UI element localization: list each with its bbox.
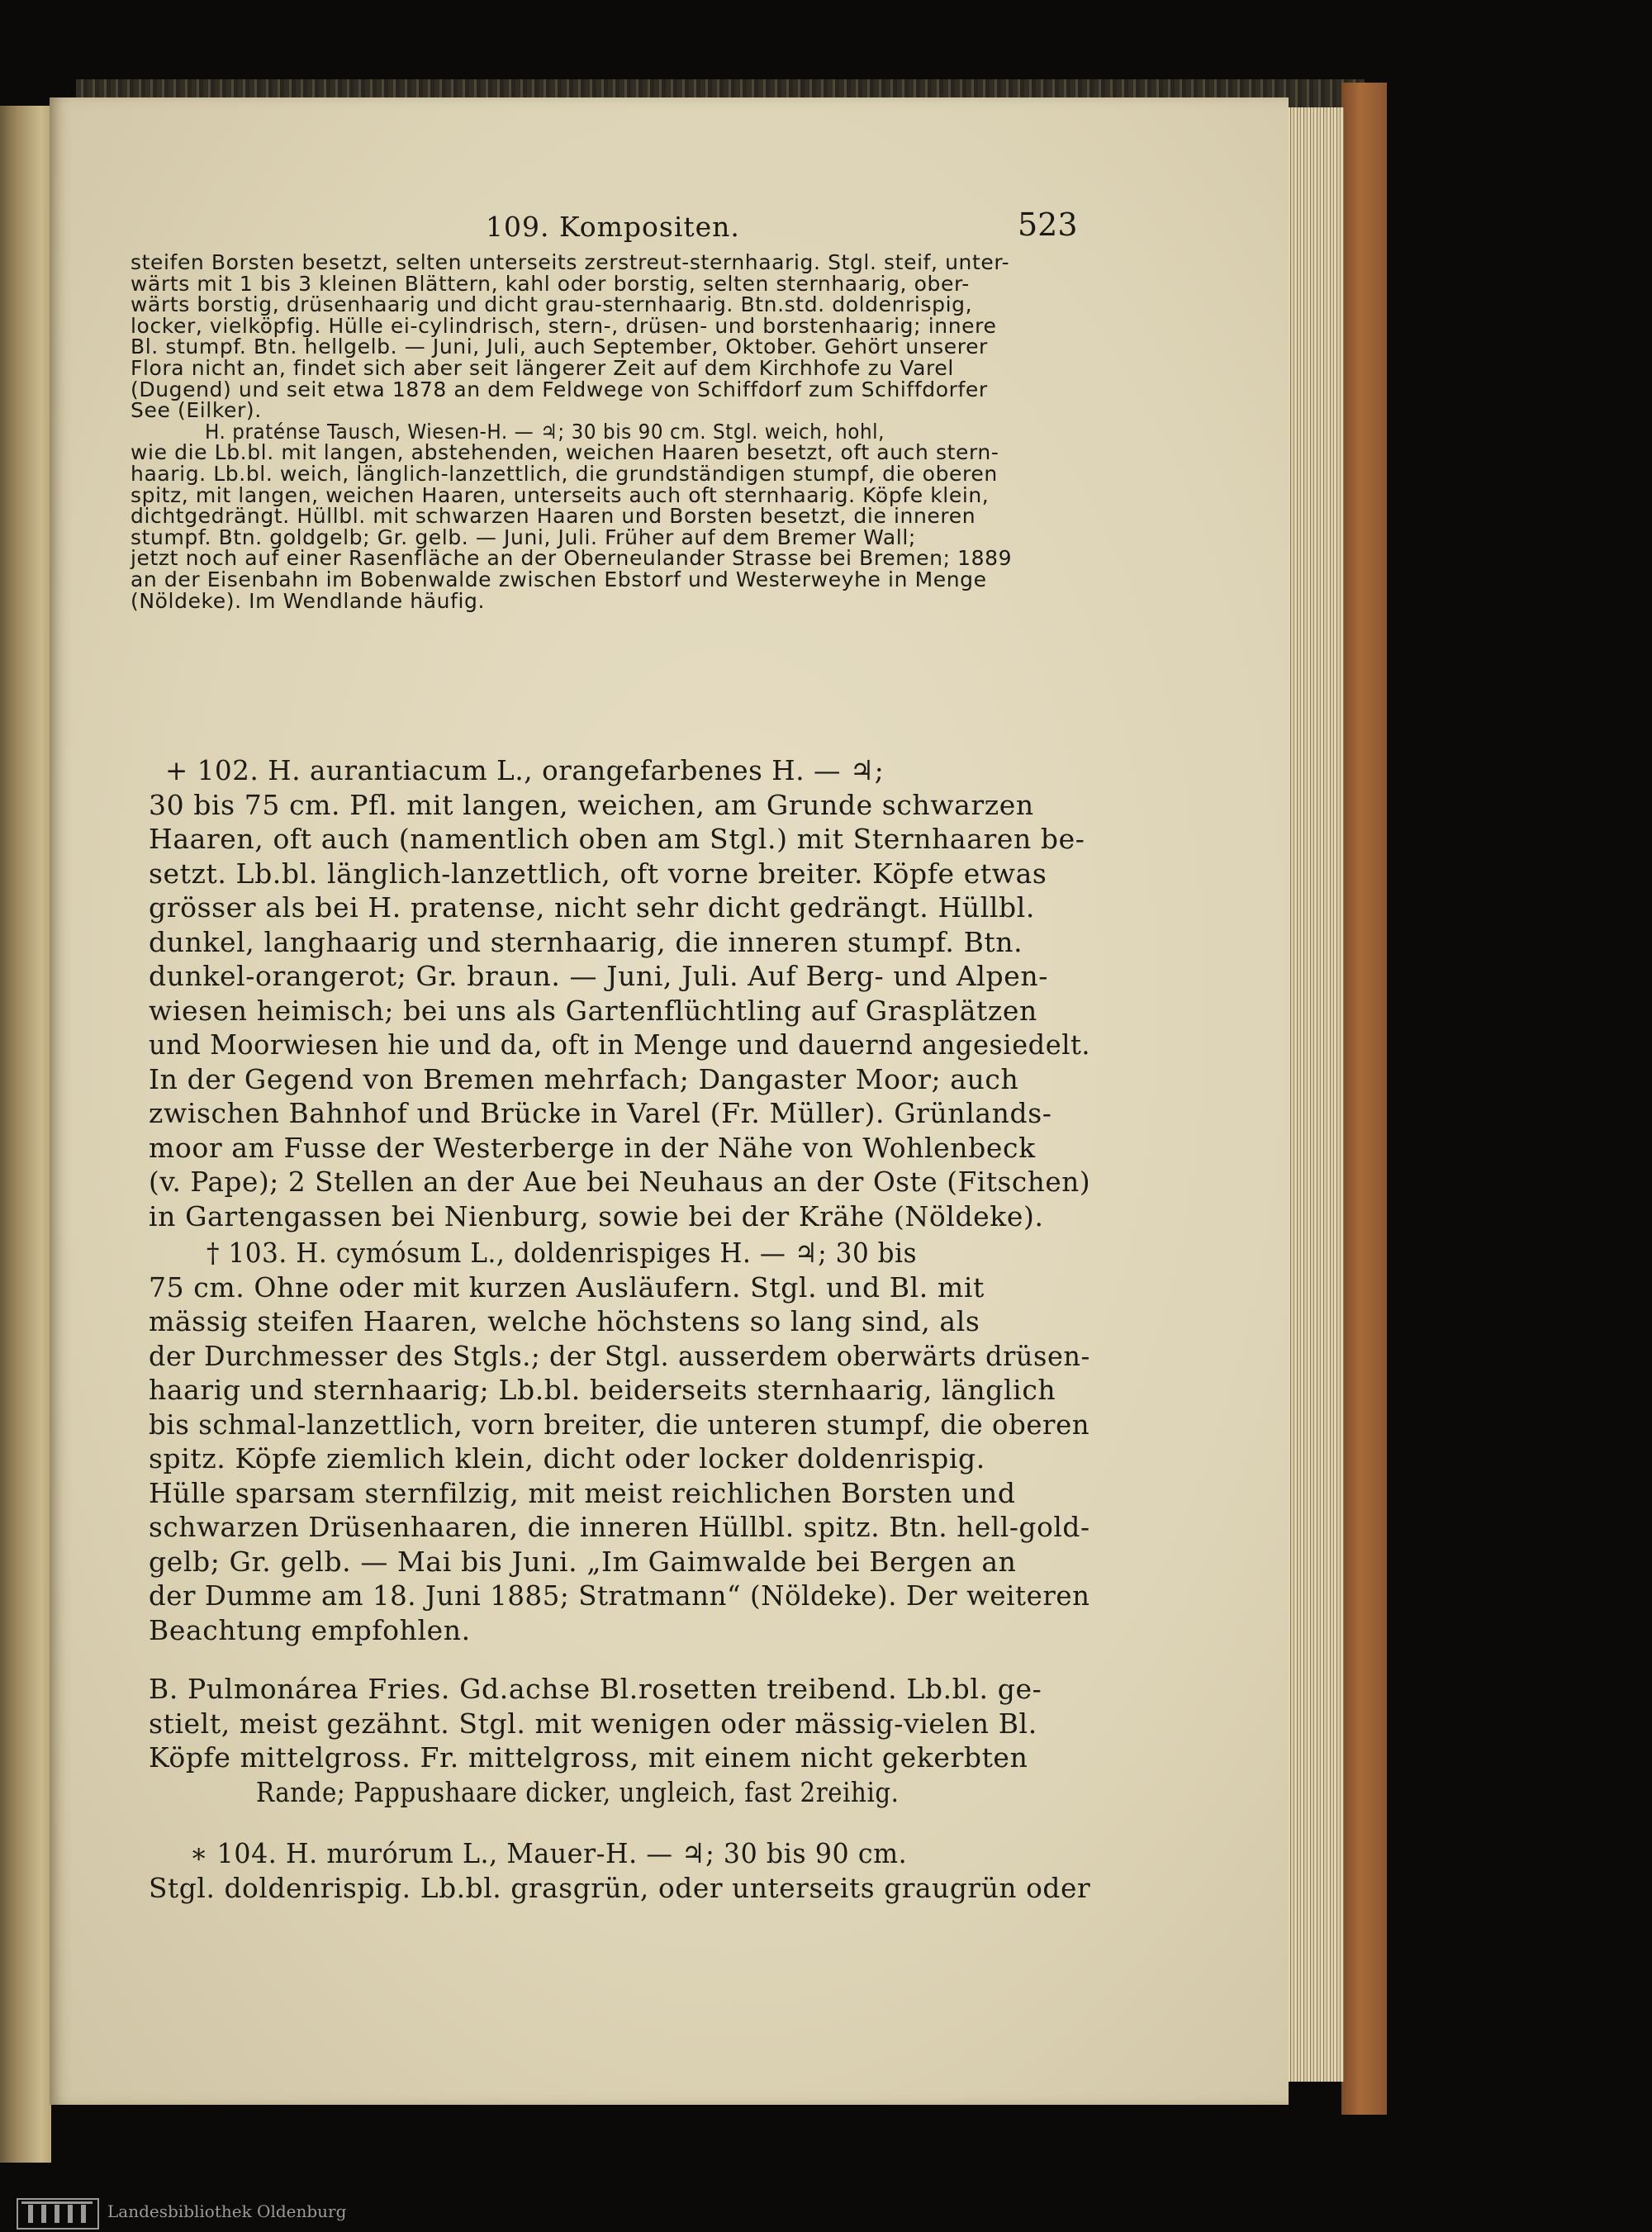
small-text-line: locker, vielköpfig. Hülle ei-cylindrisch, stern-, drüsen- und borstenhaarig; innere — [131, 313, 997, 338]
small-text-line: H. praténse Tausch, Wiesen-H. — ♃; 30 bis 90 cm. Stgl. weich, hohl, — [205, 419, 885, 444]
large-text-line: und Moorwiesen hie und da, oft in Menge und dauernd angesiedelt. — [149, 1028, 1091, 1061]
large-text-line: 30 bis 75 cm. Pfl. mit langen, weichen, am Grunde schwarzen — [149, 788, 1034, 821]
running-header: 109. Kompositen. — [486, 211, 740, 243]
large-text-line: dunkel-orangerot; Gr. braun. — Juni, Juli. Auf Berg- und Alpen- — [149, 960, 1048, 992]
large-text-line: Beachtung empfohlen. — [149, 1613, 471, 1646]
small-text-line: spitz, mit langen, weichen Haaren, unterseits auch oft sternhaarig. Köpfe klein, — [131, 482, 990, 507]
small-text-line: wie die Lb.bl. mit langen, abstehenden, weichen Haaren besetzt, oft auch stern- — [131, 440, 999, 465]
large-text-line: 75 cm. Ohne oder mit kurzen Ausläufern. Stgl. und Bl. mit — [149, 1270, 985, 1304]
large-text-line: setzt. Lb.bl. länglich-lanzettlich, oft vorne breiter. Köpfe etwas — [149, 857, 1047, 890]
large-text-line: gelb; Gr. gelb. — Mai bis Juni. „Im Gaimwalde bei Bergen an — [149, 1545, 1017, 1578]
large-text-line: (v. Pape); 2 Stellen an der Aue bei Neuhaus an der Oste (Fitschen) — [149, 1166, 1091, 1198]
large-text-line: Hülle sparsam sternfilzig, mit meist reichlichen Borsten und — [149, 1476, 1016, 1509]
small-text-line: dichtgedrängt. Hüllbl. mit schwarzen Haaren und Borsten besetzt, die inneren — [131, 504, 976, 529]
large-text-line: dunkel, langhaarig und sternhaarig, die inneren stumpf. Btn. — [149, 925, 1023, 958]
large-text-line: zwischen Bahnhof und Brücke in Varel (Fr. Müller). Grünlands- — [149, 1097, 1052, 1129]
small-text-line: haarig. Lb.bl. weich, länglich-lanzettlich, die grundständigen stumpf, die oberen — [131, 462, 998, 486]
library-name: Landesbibliothek Oldenburg — [107, 2201, 347, 2221]
small-text-line: an der Eisenbahn im Bobenwalde zwischen Ebstorf und Westerweyhe in Menge — [131, 567, 987, 591]
small-text-line: See (Eilker). — [131, 398, 262, 423]
large-text-line: ∗ 104. H. murórum L., Mauer-H. — ♃; 30 bis 90 cm. — [190, 1837, 908, 1869]
large-text-line: in Gartengassen bei Nienburg, sowie bei der Krähe (Nöldeke). — [149, 1199, 1044, 1232]
large-text-line: spitz. Köpfe ziemlich klein, dicht oder locker doldenrispig. — [149, 1442, 985, 1475]
large-text-line: Stgl. doldenrispig. Lb.bl. grasgrün, oder unterseits graugrün oder — [149, 1871, 1091, 1904]
large-text-line: der Durchmesser des Stgls.; der Stgl. ausserdem oberwärts drüsen- — [149, 1339, 1090, 1372]
large-text-line: stielt, meist gezähnt. Stgl. mit wenigen oder mässig-vielen Bl. — [149, 1707, 1037, 1740]
large-text-line: wiesen heimisch; bei uns als Gartenflüchtling auf Grasplätzen — [149, 994, 1037, 1027]
large-text-line: der Dumme am 18. Juni 1885; Stratmann“ (Nöldeke). Der weiteren — [149, 1579, 1090, 1612]
large-text-line: grösser als bei H. pratense, nicht sehr dicht gedrängt. Hüllbl. — [149, 891, 1035, 924]
small-text-line: Bl. stumpf. Btn. hellgelb. — Juni, Juli, auch September, Oktober. Gehört unserer — [131, 335, 988, 359]
large-text-line: B. Pulmonárea Fries. Gd.achse Bl.rosetten treibend. Lb.bl. ge- — [149, 1673, 1042, 1705]
large-text-line: schwarzen Drüsenhaaren, die inneren Hüllbl. spitz. Btn. hell-gold- — [149, 1511, 1090, 1543]
large-text-line: Haaren, oft auch (namentlich oben am Stgl.) mit Sternhaaren be- — [149, 823, 1085, 855]
facing-page-edge — [0, 106, 51, 2163]
small-text-line: steifen Borsten besetzt, selten unterseits zerstreut-sternhaarig. Stgl. steif, unter- — [131, 250, 1010, 274]
book-cover-edge — [1341, 83, 1387, 2115]
large-text-line: Köpfe mittelgross. Fr. mittelgross, mit einem nicht gekerbten — [149, 1741, 1028, 1774]
small-text-line: jetzt noch auf einer Rasenfläche an der Oberneulander Strasse bei Bremen; 1889 — [131, 546, 1013, 571]
library-building-icon — [17, 2198, 99, 2230]
large-text-line: † 103. H. cymósum L., doldenrispiges H. — ♃; 30 bis — [206, 1237, 918, 1269]
small-text-line: Flora nicht an, findet sich aber seit längerer Zeit auf dem Kirchhofe zu Varel — [131, 356, 954, 380]
small-text-line: wärts mit 1 bis 3 kleinen Blättern, kahl oder borstig, selten sternhaarig, ober- — [131, 271, 970, 296]
large-text-line: + 102. H. aurantiacum L., orangefarbenes H. — ♃; — [165, 754, 885, 786]
small-text-line: stumpf. Btn. goldgelb; Gr. gelb. — Juni, Juli. Früher auf dem Bremer Wall; — [131, 525, 916, 549]
small-text-line: (Dugend) und seit etwa 1878 an dem Feldwege von Schiffdorf zum Schiffdorfer — [131, 377, 988, 401]
page-block-edges — [1284, 107, 1344, 2082]
large-text-line: mässig steifen Haaren, welche höchstens so lang sind, als — [149, 1305, 980, 1337]
small-text-line: wärts borstig, drüsenhaarig und dicht grau-sternhaarig. Btn.std. doldenrispig, — [131, 292, 973, 317]
large-text-line: moor am Fusse der Westerberge in der Nähe von Wohlenbeck — [149, 1131, 1036, 1164]
small-text-line: (Nöldeke). Im Wendlande häufig. — [131, 588, 486, 613]
large-text-line: bis schmal-lanzettlich, vorn breiter, die unteren stumpf, die oberen — [149, 1408, 1090, 1441]
large-text-line: haarig und sternhaarig; Lb.bl. beiderseits sternhaarig, länglich — [149, 1374, 1056, 1406]
page-number: 523 — [1018, 207, 1078, 243]
large-text-line: Rande; Pappushaare dicker, ungleich, fast 2reihig. — [256, 1775, 900, 1808]
large-text-line: In der Gegend von Bremen mehrfach; Dangaster Moor; auch — [149, 1062, 1019, 1095]
